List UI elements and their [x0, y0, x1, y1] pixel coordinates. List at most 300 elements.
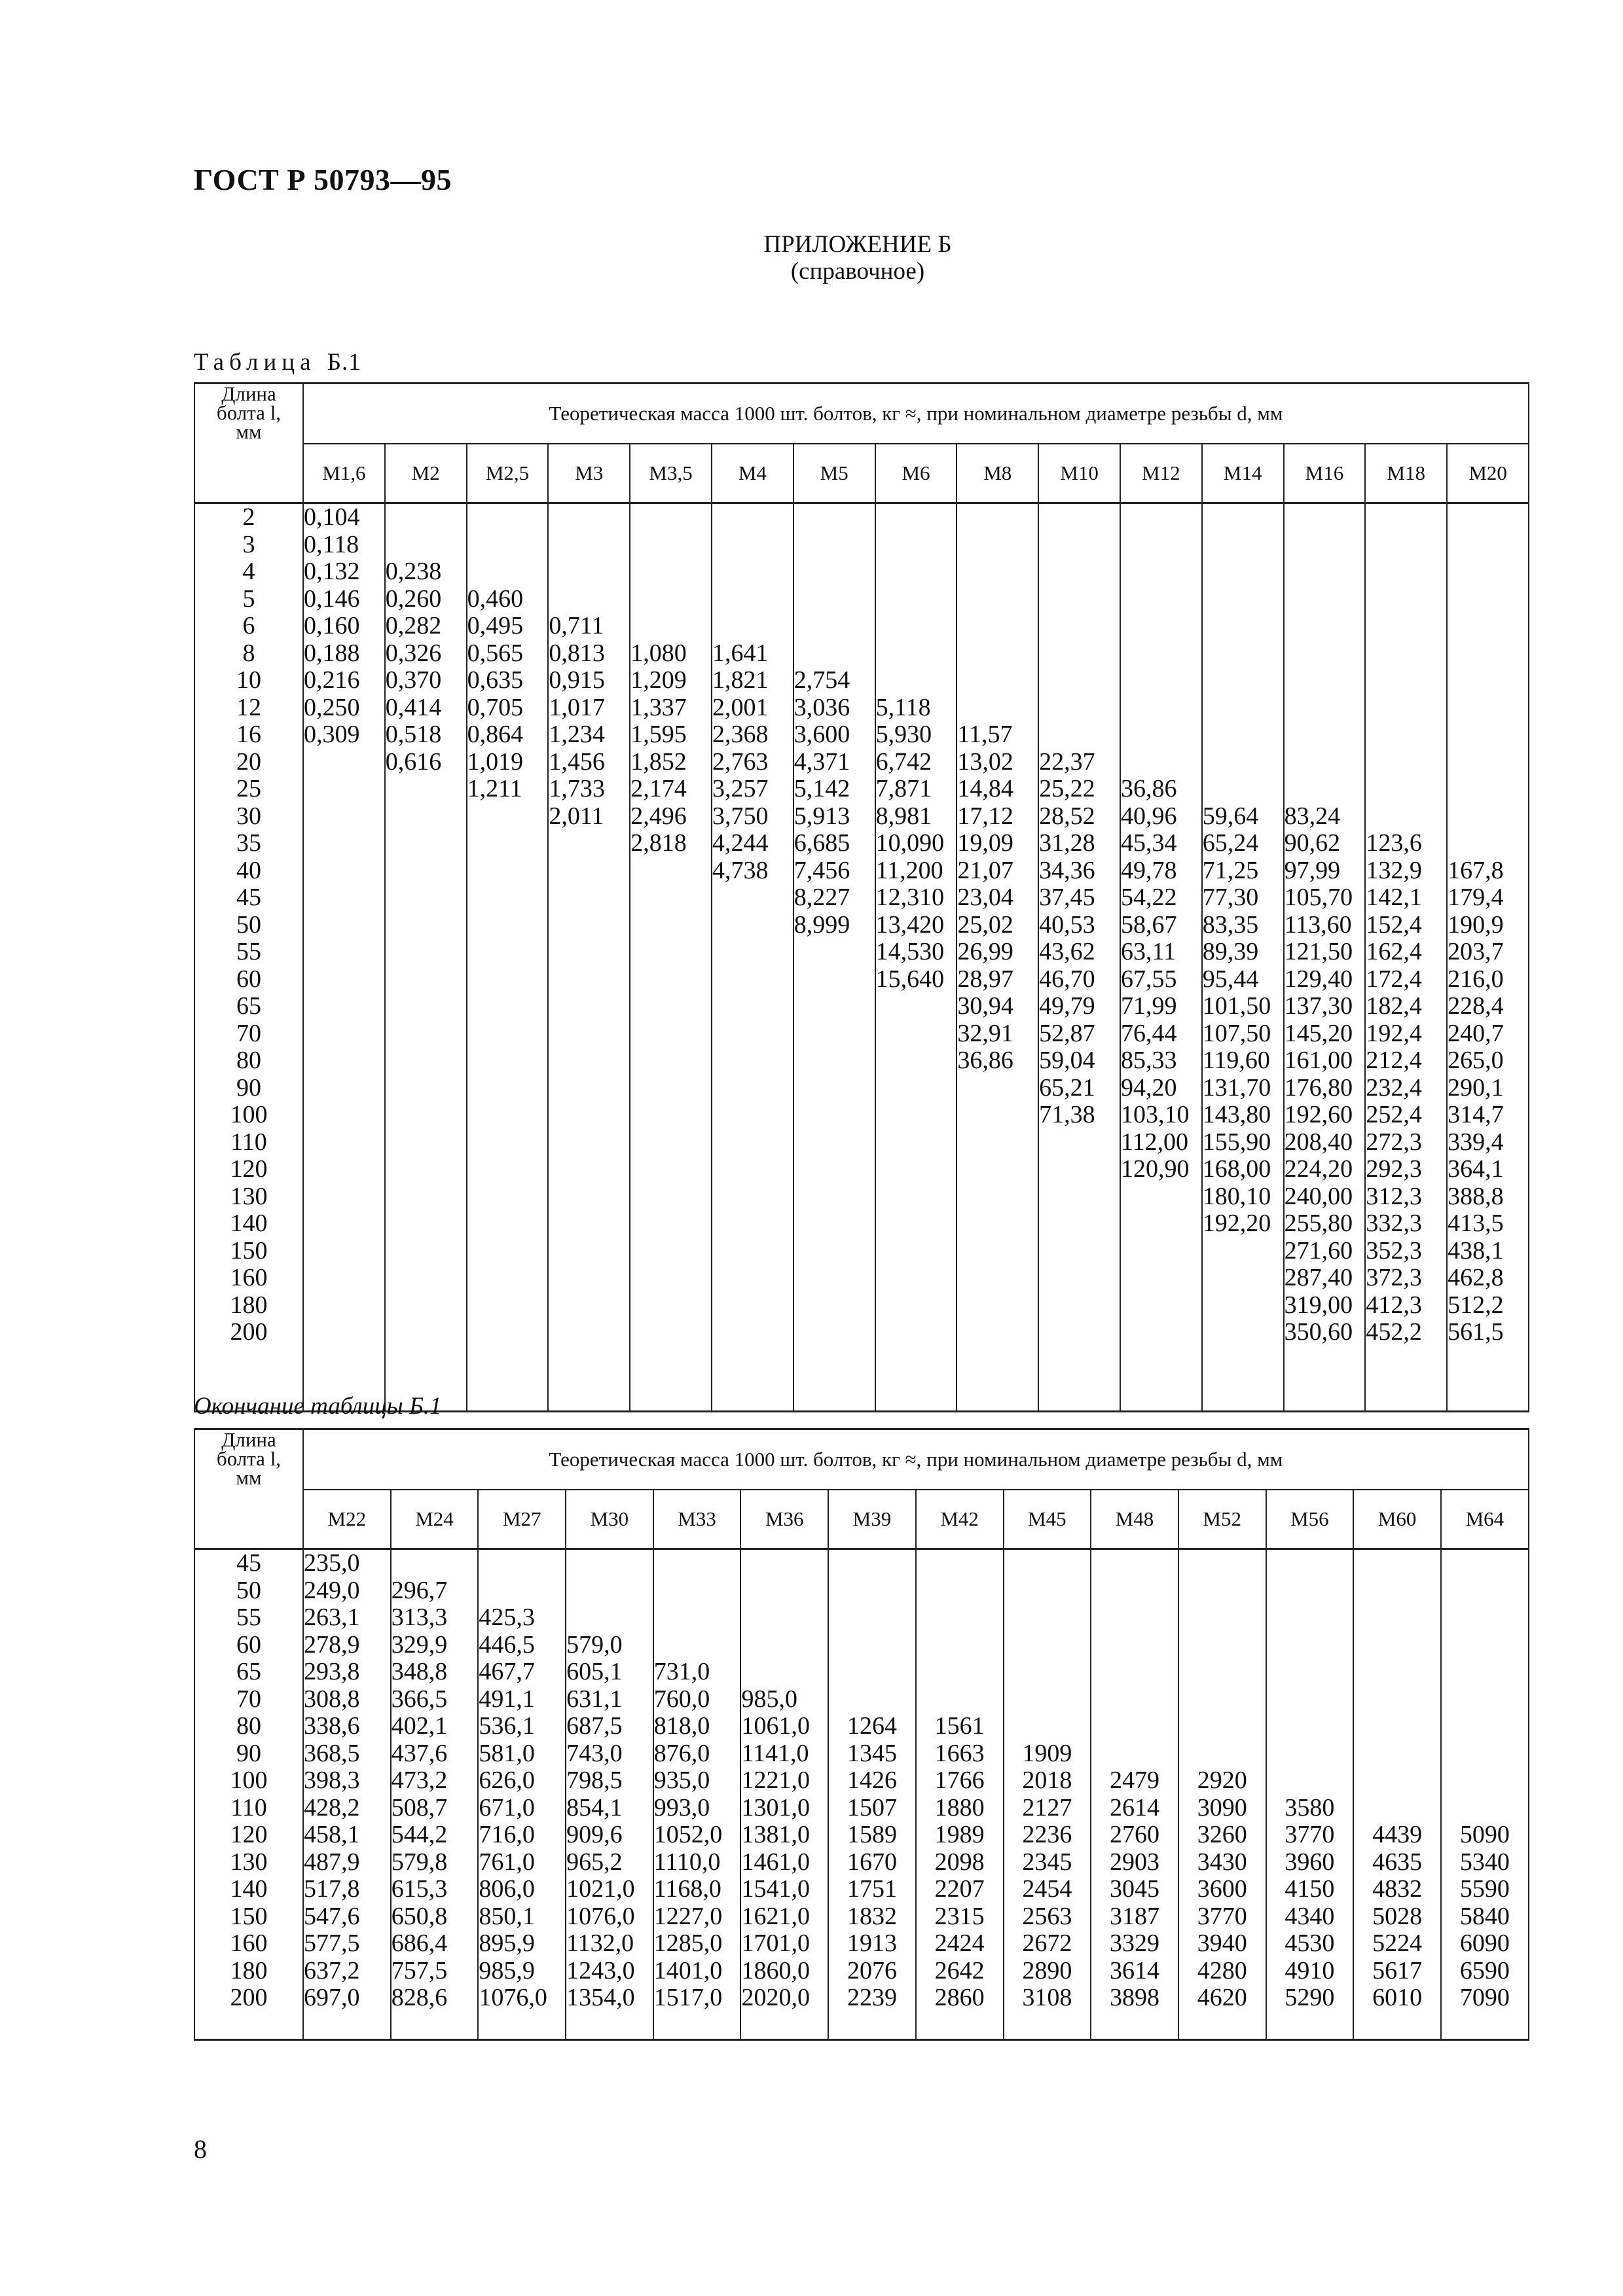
mass-value: 21,07	[957, 856, 1013, 884]
mass-value: 14,84	[957, 775, 1013, 802]
mass-value: 132,9	[1366, 856, 1422, 884]
mass-value: 34,36	[1039, 856, 1095, 884]
mass-value: 1701,0	[741, 1929, 810, 1957]
mass-value	[1203, 586, 1283, 613]
mass-super-header: Теоретическая масса 1000 шт. болтов, кг ≈, при номинальном диаметре резьбы d, мм	[303, 384, 1529, 444]
mass-value	[794, 558, 875, 586]
length-header-line: Длина	[221, 382, 276, 405]
mass-value: 1832	[847, 1902, 897, 1930]
mass-value: 212,4	[1366, 1047, 1422, 1074]
mass-value: 0,635	[467, 666, 524, 694]
mass-value: 2563	[1022, 1902, 1072, 1930]
mass-value: 413,5	[1448, 1210, 1504, 1237]
mass-value: 23,04	[957, 884, 1013, 911]
mass-value: 8,981	[875, 802, 932, 830]
length-header-line: мм	[236, 1466, 262, 1489]
mass-value: 290,1	[1448, 1073, 1504, 1102]
mass-value: 4280	[1197, 1956, 1247, 1984]
mass-value: 2479	[1110, 1767, 1160, 1794]
mass-value: 6590	[1459, 1956, 1510, 1984]
mass-value: 278,9	[304, 1630, 360, 1659]
mass-value	[957, 586, 1038, 613]
mass-value: 105,70	[1284, 884, 1353, 911]
mass-value: 3108	[1022, 1984, 1072, 2011]
mass-value: 0,616	[385, 747, 442, 776]
mass-value	[1203, 667, 1283, 694]
mass-value: 5590	[1459, 1875, 1510, 1903]
mass-column	[828, 1549, 916, 2040]
mass-value: 2860	[934, 1984, 985, 2011]
mass-value: 265,0	[1448, 1047, 1504, 1074]
mass-value: 2760	[1110, 1821, 1160, 1848]
mass-value	[1203, 694, 1283, 722]
mass-value: 1,852	[630, 747, 687, 776]
length-value: 80	[236, 1712, 261, 1740]
mass-value	[829, 1659, 915, 1686]
mass-value	[1285, 721, 1365, 749]
mass-value: 329,9	[391, 1630, 448, 1659]
mass-value	[957, 667, 1038, 694]
mass-value	[1203, 776, 1283, 803]
mass-value: 17,12	[957, 802, 1013, 830]
mass-value: 1621,0	[741, 1902, 810, 1930]
mass-value	[479, 1550, 565, 1577]
mass-value	[1448, 694, 1528, 722]
mass-value	[630, 558, 711, 586]
mass-value: 743,0	[566, 1739, 623, 1767]
mass-value	[829, 1550, 915, 1577]
mass-value: 167,8	[1448, 856, 1504, 884]
mass-value: 0,132	[304, 558, 360, 585]
mass-value: 168,00	[1202, 1155, 1271, 1183]
mass-value: 1,641	[712, 639, 769, 667]
mass-value: 2672	[1022, 1929, 1072, 1957]
mass-value: 0,460	[467, 584, 524, 613]
mass-value	[712, 531, 793, 559]
mass-value: 49,78	[1120, 856, 1177, 884]
column-header: М12	[1120, 444, 1202, 503]
mass-value: 425,3	[479, 1604, 535, 1631]
mass-value: 129,40	[1284, 965, 1353, 993]
mass-value: 182,4	[1366, 992, 1422, 1020]
mass-value: 3770	[1285, 1821, 1335, 1848]
mass-column	[1202, 503, 1284, 1412]
mass-value: 65,21	[1039, 1073, 1095, 1102]
mass-value	[1442, 1740, 1528, 1768]
mass-column	[391, 1549, 479, 2040]
mass-value	[1354, 1740, 1440, 1768]
mass-value: 3,036	[793, 693, 850, 721]
mass-value: 119,60	[1202, 1047, 1270, 1074]
mass-value: 161,00	[1284, 1047, 1353, 1074]
mass-value: 28,52	[1039, 802, 1095, 830]
mass-value	[1091, 1550, 1178, 1577]
mass-value: 965,2	[566, 1848, 623, 1876]
length-value: 10	[236, 666, 261, 694]
mass-value: 2920	[1197, 1767, 1247, 1794]
mass-value: 1860,0	[741, 1956, 810, 1984]
mass-value: 252,4	[1366, 1101, 1422, 1128]
mass-column	[1004, 1549, 1091, 2040]
column-header: М1,6	[303, 444, 385, 503]
mass-value	[957, 694, 1038, 722]
mass-value: 4150	[1285, 1875, 1335, 1903]
mass-value: 760,0	[653, 1685, 710, 1713]
mass-value: 615,3	[391, 1875, 448, 1903]
length-value: 30	[236, 802, 261, 830]
mass-value	[1366, 667, 1446, 694]
table-label-number: Б.1	[327, 349, 361, 376]
mass-value: 59,04	[1039, 1047, 1095, 1074]
mass-value	[1448, 640, 1528, 668]
mass-value	[1366, 803, 1446, 831]
mass-value: 1110,0	[653, 1848, 721, 1876]
page-number: 8	[194, 2134, 207, 2164]
mass-value: 5340	[1459, 1848, 1510, 1876]
column-header: М20	[1447, 444, 1529, 503]
mass-value	[876, 586, 957, 613]
mass-value: 544,2	[391, 1821, 448, 1848]
mass-value	[1039, 613, 1120, 640]
length-header	[194, 1429, 303, 1549]
mass-value: 339,4	[1448, 1128, 1504, 1156]
table-continuation-label: Окончание таблицы Б.1	[194, 1393, 442, 1420]
column-header: М39	[828, 1490, 916, 1549]
mass-value: 581,0	[479, 1739, 535, 1767]
mass-value: 228,4	[1448, 992, 1504, 1020]
mass-value: 1076,0	[479, 1984, 547, 2011]
mass-value: 1168,0	[653, 1875, 721, 1903]
mass-value	[876, 667, 957, 694]
mass-value	[549, 531, 629, 559]
mass-value	[876, 613, 957, 640]
length-value: 45	[236, 884, 261, 911]
mass-value	[794, 586, 875, 613]
length-column	[194, 503, 303, 1412]
appendix-note: (справочное)	[790, 258, 925, 285]
mass-value	[1091, 1659, 1178, 1686]
mass-value	[1203, 640, 1283, 668]
mass-value: 2,754	[793, 666, 850, 694]
mass-value: 192,20	[1202, 1210, 1271, 1237]
length-value: 65	[236, 992, 261, 1020]
mass-value	[829, 1604, 915, 1632]
mass-column	[1365, 503, 1447, 1412]
column-header: М14	[1202, 444, 1284, 503]
length-value: 110	[230, 1128, 267, 1156]
mass-value: 13,02	[957, 747, 1013, 776]
mass-value: 6090	[1459, 1929, 1510, 1957]
mass-value	[1267, 1767, 1353, 1795]
mass-value: 0,118	[304, 530, 359, 558]
mass-value: 650,8	[391, 1902, 448, 1930]
mass-value: 3187	[1110, 1902, 1160, 1930]
mass-value: 37,45	[1039, 884, 1095, 911]
mass-value: 203,7	[1448, 938, 1504, 965]
length-header-line: болта l,	[216, 1447, 282, 1470]
mass-value: 850,1	[479, 1902, 535, 1930]
mass-column	[478, 1549, 566, 2040]
length-value: 20	[236, 747, 261, 776]
mass-value	[1091, 1740, 1178, 1768]
mass-value: 372,3	[1366, 1264, 1422, 1291]
mass-value	[1091, 1686, 1178, 1713]
column-header: М36	[740, 1490, 828, 1549]
mass-value: 577,5	[304, 1929, 360, 1957]
mass-value: 4,738	[712, 856, 769, 884]
mass-value	[876, 640, 957, 668]
mass-value: 0,104	[304, 503, 360, 531]
mass-value	[712, 504, 793, 531]
mass-value: 935,0	[653, 1767, 710, 1794]
mass-column	[467, 503, 549, 1412]
bolt-mass-table-continued	[194, 1428, 1529, 2041]
mass-value	[1091, 1577, 1178, 1605]
mass-value: 0,495	[467, 612, 524, 639]
mass-value: 561,5	[1448, 1318, 1504, 1346]
mass-value: 1,456	[549, 747, 605, 776]
mass-value: 348,8	[391, 1658, 448, 1685]
mass-value	[1039, 667, 1120, 694]
mass-value: 2,818	[630, 829, 687, 857]
mass-column	[1284, 503, 1366, 1412]
mass-value: 3260	[1197, 1821, 1247, 1848]
column-header: М2	[385, 444, 467, 503]
mass-value	[829, 1577, 915, 1605]
mass-value	[741, 1632, 828, 1659]
mass-value	[1091, 1632, 1178, 1659]
mass-value: 287,40	[1284, 1264, 1353, 1291]
mass-value: 1,733	[549, 775, 605, 802]
mass-value: 3960	[1285, 1848, 1335, 1876]
mass-value: 15,640	[875, 965, 945, 993]
length-value: 130	[230, 1848, 268, 1876]
mass-value: 1541,0	[741, 1875, 810, 1903]
mass-value: 462,8	[1448, 1264, 1504, 1291]
column-header: М27	[478, 1490, 566, 1549]
mass-value: 107,50	[1202, 1019, 1271, 1047]
mass-value	[467, 558, 548, 586]
mass-value	[1366, 749, 1446, 776]
length-value: 200	[230, 1984, 268, 2011]
mass-value	[386, 504, 466, 531]
mass-value: 412,3	[1366, 1291, 1422, 1319]
mass-value: 4620	[1197, 1984, 1247, 2011]
mass-value	[1448, 749, 1528, 776]
mass-value	[1121, 721, 1201, 749]
mass-value: 179,4	[1448, 884, 1504, 911]
mass-value	[917, 1632, 1003, 1659]
mass-value: 71,25	[1202, 856, 1259, 884]
mass-value: 249,0	[304, 1576, 360, 1604]
mass-value: 1227,0	[653, 1902, 723, 1930]
mass-value	[1354, 1713, 1440, 1740]
mass-value	[566, 1604, 653, 1632]
standard-code: ГОСТ Р 50793—95	[194, 163, 452, 196]
mass-value	[1004, 1550, 1091, 1577]
mass-value: 85,33	[1120, 1047, 1177, 1074]
mass-value: 1052,0	[653, 1821, 723, 1848]
mass-value: 2020,0	[741, 1984, 810, 2011]
mass-value	[467, 504, 548, 531]
length-value: 40	[236, 856, 261, 884]
mass-value	[654, 1604, 740, 1632]
mass-value: 2,001	[712, 693, 769, 721]
mass-value: 1076,0	[566, 1902, 635, 1930]
mass-value: 438,1	[1448, 1236, 1504, 1265]
mass-value: 731,0	[653, 1658, 710, 1685]
mass-value: 31,28	[1039, 829, 1095, 857]
mass-value: 536,1	[479, 1712, 535, 1740]
mass-value: 1301,0	[741, 1793, 810, 1821]
mass-value	[741, 1550, 828, 1577]
mass-value: 208,40	[1284, 1128, 1353, 1156]
length-value: 200	[230, 1318, 268, 1346]
mass-value: 83,35	[1202, 910, 1259, 939]
mass-value	[917, 1686, 1003, 1713]
mass-column	[1178, 1549, 1266, 2040]
length-column	[194, 1549, 303, 2040]
length-header-line: мм	[236, 420, 262, 443]
mass-value: 5290	[1285, 1984, 1335, 2011]
mass-column	[1441, 1549, 1529, 2040]
mass-value	[1203, 749, 1283, 776]
mass-value	[1285, 694, 1365, 722]
mass-value	[1285, 640, 1365, 668]
mass-value: 3580	[1285, 1793, 1335, 1821]
mass-value: 271,60	[1284, 1236, 1353, 1265]
mass-value: 5,142	[793, 775, 850, 802]
mass-value	[794, 613, 875, 640]
length-value: 16	[236, 721, 261, 748]
mass-value	[712, 558, 793, 586]
mass-value: 1751	[847, 1875, 897, 1903]
mass-value: 1,337	[630, 693, 687, 721]
mass-value: 5,118	[875, 693, 931, 721]
mass-value	[654, 1632, 740, 1659]
mass-value: 2,011	[549, 802, 604, 830]
mass-value: 190,9	[1448, 910, 1504, 939]
column-header: М52	[1178, 1490, 1266, 1549]
mass-value: 7,871	[875, 775, 932, 802]
mass-value: 605,1	[566, 1658, 623, 1685]
mass-value: 28,97	[957, 965, 1013, 993]
mass-value: 176,80	[1284, 1073, 1353, 1102]
length-value: 180	[230, 1956, 268, 1984]
length-value: 70	[236, 1685, 261, 1713]
mass-value: 637,2	[304, 1956, 360, 1984]
length-value: 80	[236, 1047, 261, 1074]
mass-value: 0,309	[304, 721, 360, 748]
column-header: М8	[957, 444, 1038, 503]
length-value: 180	[230, 1291, 268, 1319]
mass-value: 452,2	[1366, 1318, 1422, 1346]
mass-value: 52,87	[1039, 1019, 1095, 1047]
mass-value: 1061,0	[741, 1712, 810, 1740]
mass-value	[566, 1577, 653, 1605]
mass-value: 0,915	[549, 666, 605, 694]
mass-value: 255,80	[1284, 1210, 1353, 1237]
mass-value: 1880	[934, 1793, 985, 1821]
mass-value: 3,257	[712, 775, 769, 802]
mass-value	[1448, 721, 1528, 749]
mass-value: 45,34	[1120, 829, 1177, 857]
mass-value: 67,55	[1120, 965, 1177, 993]
mass-value: 631,1	[566, 1685, 623, 1713]
mass-value: 1461,0	[741, 1848, 810, 1876]
mass-value: 6,742	[875, 747, 932, 776]
mass-value	[1442, 1659, 1528, 1686]
mass-value	[876, 558, 957, 586]
mass-column	[548, 503, 630, 1412]
mass-value	[1354, 1659, 1440, 1686]
column-header: М5	[793, 444, 875, 503]
mass-value: 1,080	[630, 639, 687, 667]
mass-value	[1285, 531, 1365, 559]
mass-value: 626,0	[479, 1767, 535, 1794]
mass-value: 1264	[847, 1712, 897, 1740]
mass-value: 0,146	[304, 584, 360, 613]
table-label	[194, 348, 361, 376]
table-label-word: Таблица	[194, 349, 316, 376]
mass-value	[1442, 1550, 1528, 1577]
mass-value: 76,44	[1120, 1019, 1177, 1047]
mass-value: 491,1	[479, 1685, 535, 1713]
mass-value: 58,67	[1120, 910, 1177, 939]
mass-value: 2315	[934, 1902, 985, 1930]
mass-value	[630, 586, 711, 613]
mass-value	[1121, 613, 1201, 640]
mass-value	[1121, 504, 1201, 531]
mass-value	[1039, 504, 1120, 531]
mass-value: 0,260	[385, 584, 442, 613]
mass-value: 49,79	[1039, 992, 1095, 1020]
mass-value	[1285, 613, 1365, 640]
mass-value: 985,9	[479, 1956, 535, 1984]
mass-value: 0,705	[467, 693, 524, 721]
mass-value	[1285, 667, 1365, 694]
mass-value	[1354, 1550, 1440, 1577]
mass-value: 292,3	[1366, 1155, 1422, 1183]
mass-value	[1121, 667, 1201, 694]
column-header: М2,5	[467, 444, 549, 503]
mass-value: 5,930	[875, 721, 932, 748]
mass-value: 2903	[1110, 1848, 1160, 1876]
mass-value	[1366, 504, 1446, 531]
mass-value: 145,20	[1284, 1019, 1353, 1047]
mass-value: 36,86	[1120, 775, 1177, 802]
mass-value: 1426	[847, 1767, 897, 1794]
mass-value	[654, 1577, 740, 1605]
mass-value: 272,3	[1366, 1128, 1422, 1156]
mass-value: 1,017	[549, 693, 605, 721]
mass-value: 428,2	[304, 1793, 360, 1821]
mass-value: 312,3	[1366, 1182, 1422, 1210]
length-value: 110	[230, 1793, 267, 1821]
mass-value: 22,37	[1039, 747, 1095, 776]
mass-value: 97,99	[1284, 856, 1341, 884]
mass-value	[876, 504, 957, 531]
mass-value	[1203, 504, 1283, 531]
mass-value: 3614	[1110, 1956, 1160, 1984]
mass-value: 71,38	[1039, 1101, 1095, 1128]
mass-value	[1039, 640, 1120, 668]
mass-column	[916, 1549, 1004, 2040]
mass-value	[1448, 558, 1528, 586]
mass-value	[1039, 586, 1120, 613]
mass-value	[1091, 1604, 1178, 1632]
mass-value	[1366, 558, 1446, 586]
